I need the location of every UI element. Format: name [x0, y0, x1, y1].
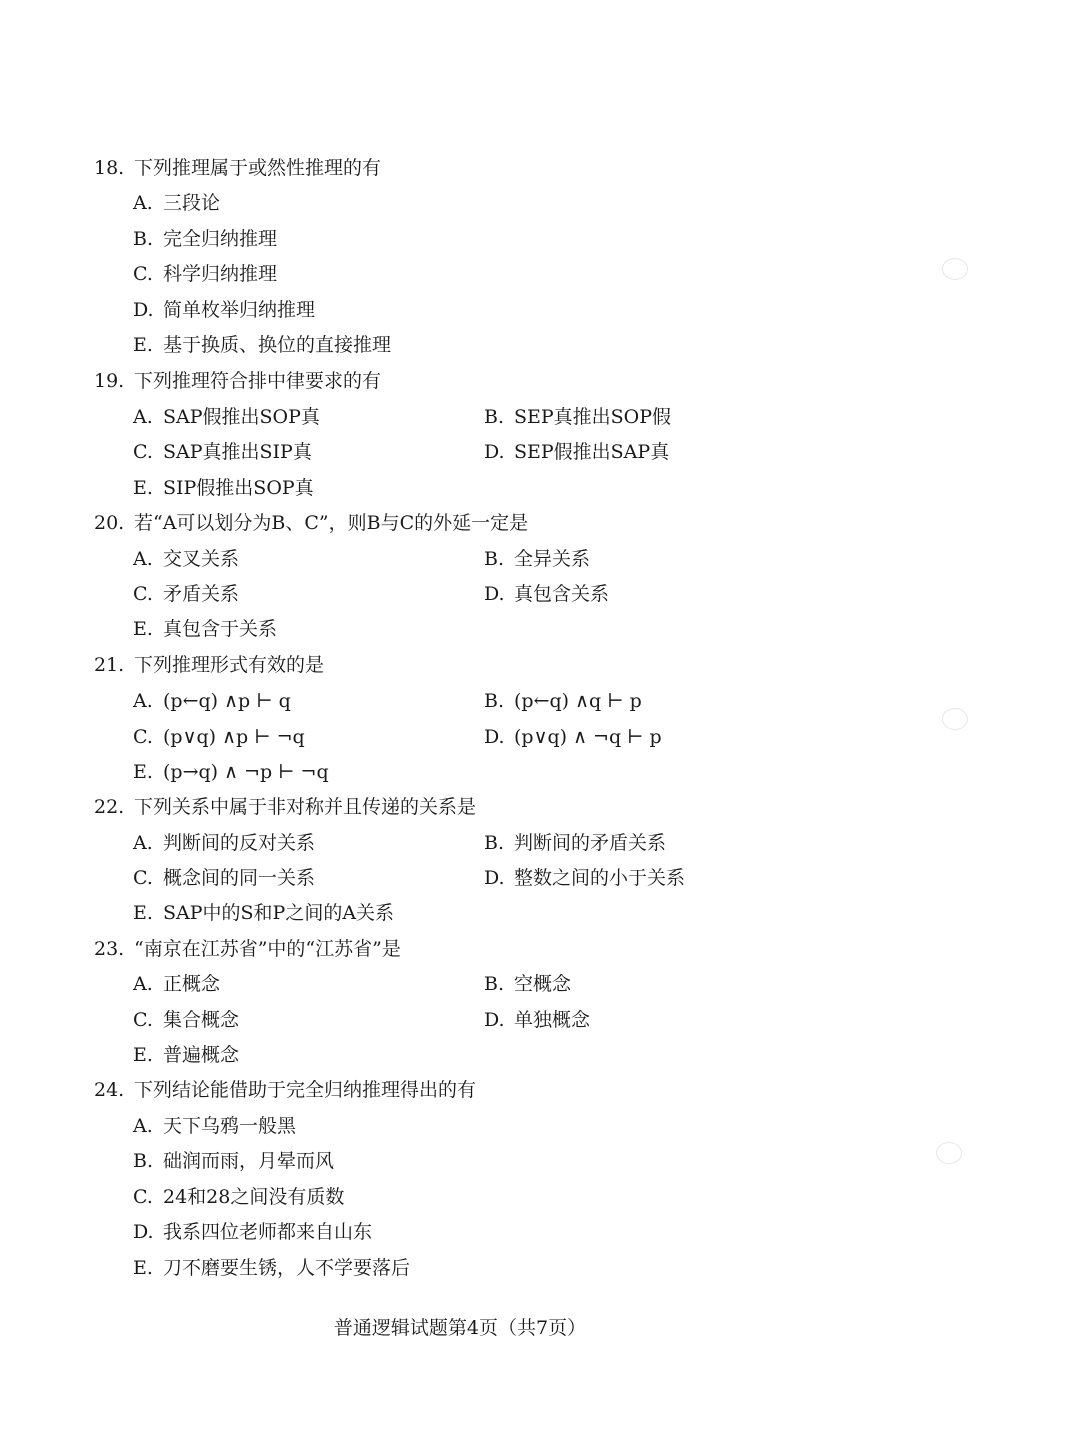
question-number: 24. — [94, 1079, 125, 1101]
q23-option-a: A. 正概念 — [133, 973, 221, 995]
q23-option-e: E. 普遍概念 — [133, 1044, 240, 1066]
q24-option-e: E. 刀不磨要生锈，人不学要落后 — [133, 1257, 411, 1279]
question-number: 22. — [94, 796, 125, 818]
q24-option-b: B. 础润而雨，月晕而风 — [133, 1150, 335, 1172]
q18-option-a: A. 三段论 — [133, 192, 221, 214]
q22-option-b: B. 判断间的矛盾关系 — [484, 832, 667, 854]
question-number: 20. — [94, 512, 125, 534]
question-stem: 若“A可以划分为B、C”，则B与C的外延一定是 — [134, 512, 529, 534]
question-stem: 下列关系中属于非对称并且传递的关系是 — [134, 796, 477, 818]
q19-option-d: D. SEP假推出SAP真 — [484, 441, 670, 463]
scan-mark — [942, 708, 968, 730]
q20-option-a: A. 交叉关系 — [133, 548, 240, 570]
q23-option-b: B. 空概念 — [484, 973, 572, 995]
question-number: 18. — [94, 157, 125, 179]
q24-option-a: A. 天下乌鸦一般黑 — [133, 1115, 297, 1137]
q19-option-c: C. SAP真推出SIP真 — [133, 441, 312, 463]
q21-option-d: D. (p∨q) ∧ ¬q ⊢ p — [484, 726, 662, 748]
scan-mark — [936, 1142, 962, 1164]
question-20-stem — [94, 511, 528, 535]
question-stem: 下列结论能借助于完全归纳推理得出的有 — [134, 1079, 477, 1101]
q18-option-b: B. 完全归纳推理 — [133, 228, 278, 250]
q21-option-e: E. (p→q) ∧ ¬p ⊢ ¬q — [133, 761, 329, 783]
question-stem: “南京在江苏省”中的“江苏省”是 — [134, 938, 401, 960]
q20-option-b: B. 全异关系 — [484, 548, 591, 570]
question-22-stem — [94, 795, 476, 819]
q18-option-d: D. 简单枚举归纳推理 — [133, 299, 316, 321]
q19-option-a: A. SAP假推出SOP真 — [133, 406, 320, 428]
question-23-stem — [94, 937, 401, 961]
q24-option-d: D. 我系四位老师都来自山东 — [133, 1221, 373, 1243]
q20-option-d: D. 真包含关系 — [484, 583, 610, 605]
scan-mark — [942, 258, 968, 280]
q23-option-c: C. 集合概念 — [133, 1009, 240, 1031]
q20-option-c: C. 矛盾关系 — [133, 583, 240, 605]
question-21-stem — [94, 653, 324, 677]
question-24-stem — [94, 1078, 476, 1102]
question-19-stem — [94, 369, 381, 393]
q22-option-c: C. 概念间的同一关系 — [133, 867, 316, 889]
q22-option-e: E. SAP中的S和P之间的A关系 — [133, 902, 395, 924]
q20-option-e: E. 真包含于关系 — [133, 618, 278, 640]
q19-option-b: B. SEP真推出SOP假 — [484, 406, 672, 428]
question-stem: 下列推理属于或然性推理的有 — [134, 157, 382, 179]
question-stem: 下列推理符合排中律要求的有 — [134, 370, 382, 392]
question-number: 21. — [94, 654, 125, 676]
q22-option-d: D. 整数之间的小于关系 — [484, 867, 686, 889]
page-footer: 普通逻辑试题第4页（共7页） — [333, 1317, 587, 1339]
q19-option-e: E. SIP假推出SOP真 — [133, 477, 314, 499]
q18-option-c: C. 科学归纳推理 — [133, 263, 278, 285]
q18-option-e: E. 基于换质、换位的直接推理 — [133, 334, 392, 356]
question-number: 19. — [94, 370, 125, 392]
q24-option-c: C. 24和28之间没有质数 — [133, 1186, 345, 1208]
question-stem: 下列推理形式有效的是 — [134, 654, 325, 676]
question-number: 23. — [94, 938, 125, 960]
q22-option-a: A. 判断间的反对关系 — [133, 832, 316, 854]
q23-option-d: D. 单独概念 — [484, 1009, 591, 1031]
question-18-stem — [94, 156, 381, 180]
q21-option-a: A. (p←q) ∧p ⊢ q — [133, 690, 291, 712]
q21-option-c: C. (p∨q) ∧p ⊢ ¬q — [133, 726, 305, 748]
q21-option-b: B. (p←q) ∧q ⊢ p — [484, 690, 642, 712]
